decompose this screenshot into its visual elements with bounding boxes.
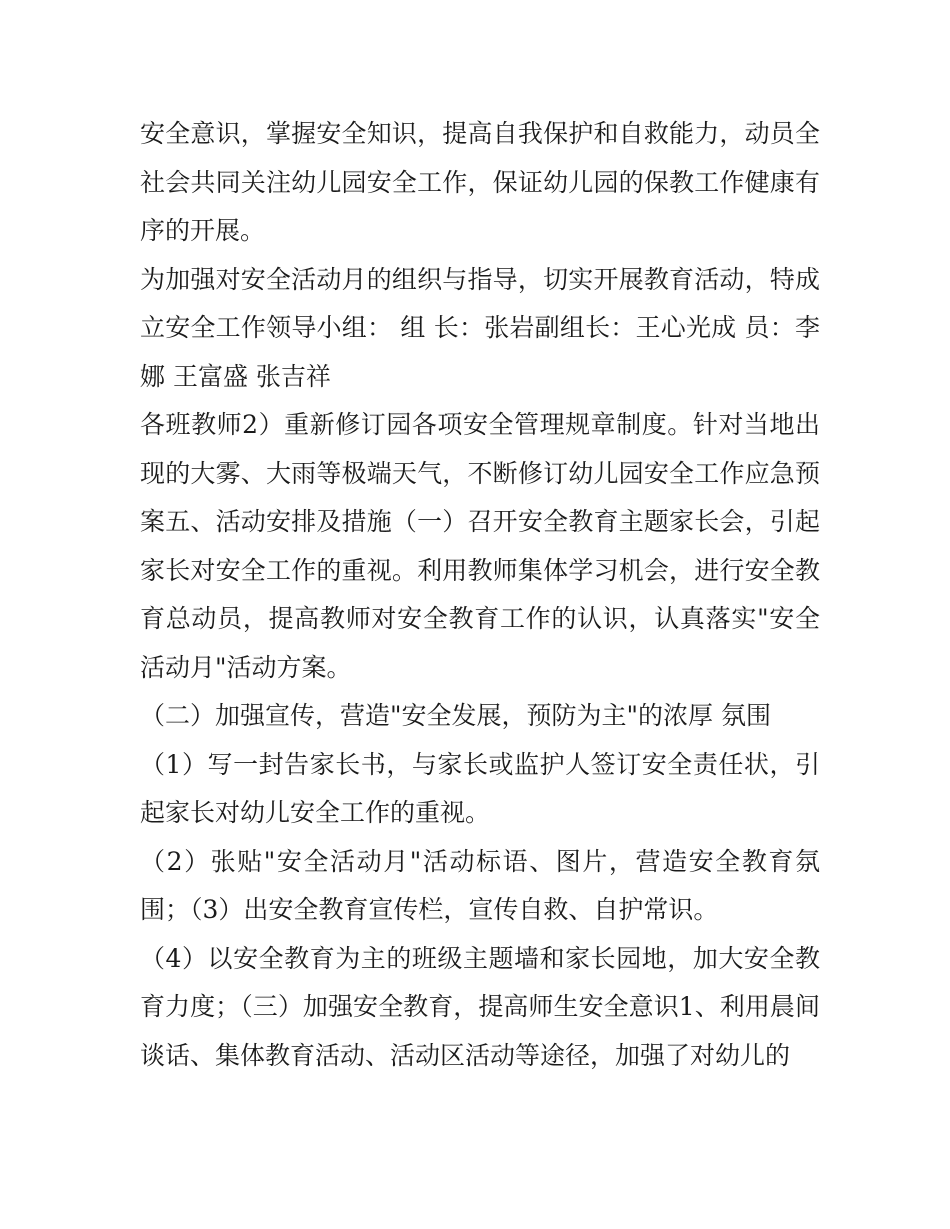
document-body: [140, 110, 820, 1080]
paragraph-leadership-group: 为加强对安全活动月的组织与指导，切实开展教育活动，特成立安全工作领导小组： 组 长：张岩副组长：王心光成 员：李娜 王富盛 张吉祥: [140, 264, 820, 391]
paragraph-publicity-heading: （二）加强宣传，营造"安全发展，预防为主"的浓厚 氛围: [140, 701, 771, 730]
paragraph-rules-and-arrangements: 各班教师2）重新修订园各项安全管理规章制度。针对当地出现的大雾、大雨等极端天气，不断修订幼儿园安全工作应急预案五、活动安排及措施（一）召开安全教育主题家长会，引起家长对安全工作的重视。利用教师集体学习机会，进行安全教育总动员，提高教师对安全教育工作的认识，认真落实"安全活动月"活动方案。: [140, 410, 820, 682]
paragraph-safety-awareness: 安全意识，掌握安全知识，提高自我保护和自救能力，动员全社会共同关注幼儿园安全工作，保证幼儿园的保教工作健康有序的开展。: [140, 119, 820, 245]
paragraph-slogans-and-board: （2）张贴"安全活动月"活动标语、图片，营造安全教育氛围；（3）出安全教育宣传栏，宣传自救、自护常识。: [140, 846, 820, 924]
paragraph-theme-wall-and-education: （4）以安全教育为主的班级主题墙和家长园地，加大安全教育力度；（三）加强安全教育，提高师生安全意识1、利用晨间谈话、集体教育活动、活动区活动等途径，加强了对幼儿的: [140, 943, 820, 1070]
paragraph-parent-letter: （1）写一封告家长书，与家长或监护人签订安全责任状，引起家长对幼儿安全工作的重视。: [140, 749, 820, 827]
